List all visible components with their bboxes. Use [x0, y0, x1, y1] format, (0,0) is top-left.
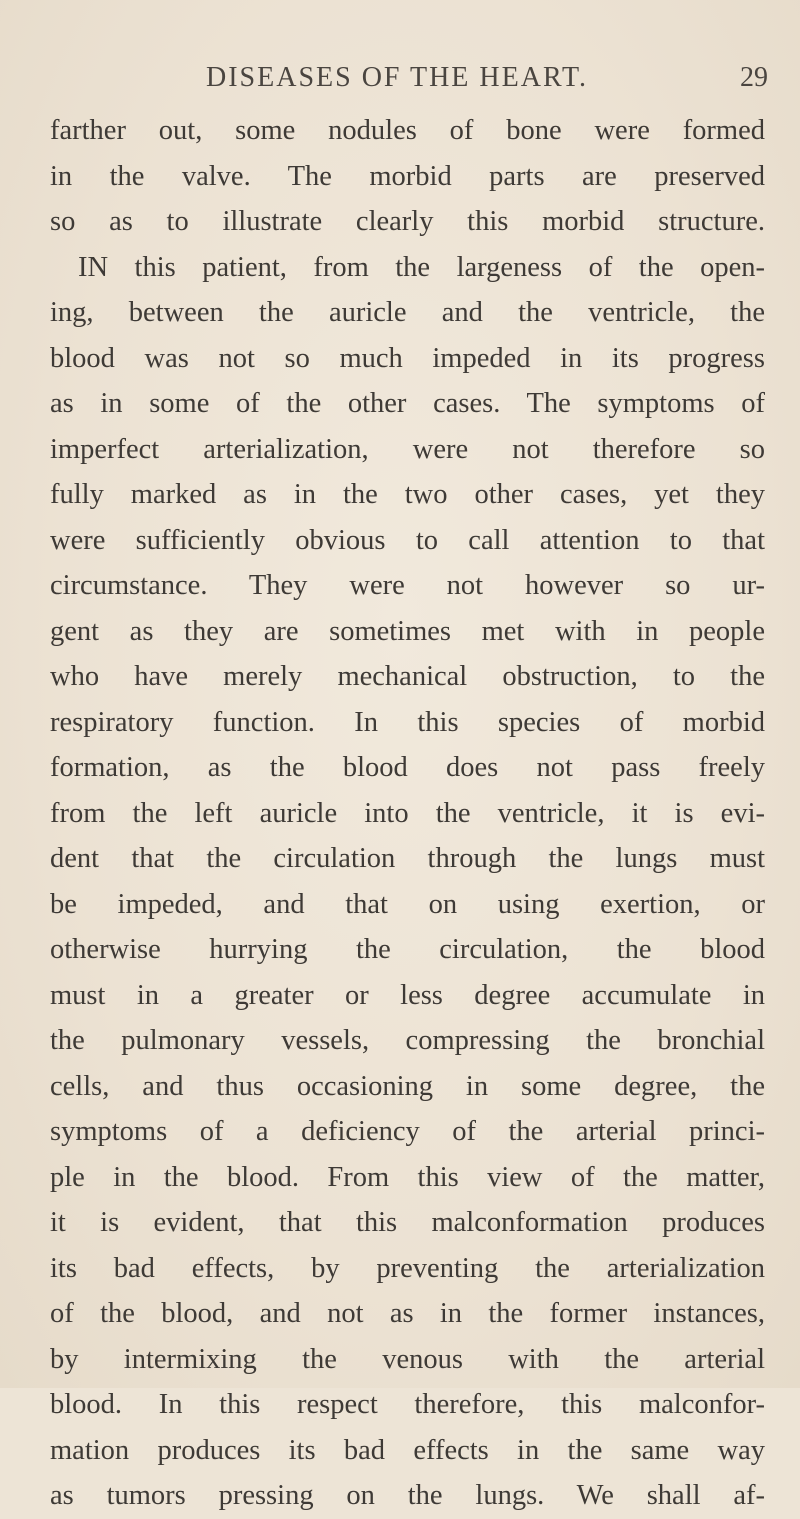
- text-line: by intermixing the venous with the arterial: [50, 1343, 765, 1375]
- text-line: blood was not so much impeded in its progress: [50, 342, 765, 374]
- page-header: [0, 62, 800, 102]
- text-line: of the blood, and not as in the former instances,: [50, 1298, 765, 1329]
- text-line: were sufficiently obvious to call attention to that: [50, 524, 765, 556]
- text-line: fully marked as in the two other cases, yet they: [50, 479, 765, 510]
- text-line: imperfect arterialization, were not therefore so: [50, 433, 765, 465]
- text-line: as in some of the other cases. The symptoms of: [50, 388, 765, 419]
- text-line: ple in the blood. From this view of the matter,: [50, 1161, 765, 1193]
- text-line: in the valve. The morbid parts are preserved: [50, 160, 765, 192]
- text-line: formation, as the blood does not pass freely: [50, 752, 765, 783]
- text-line: so as to illustrate clearly this morbid structure.: [50, 206, 765, 237]
- text-line: who have merely mechanical obstruction, to the: [50, 661, 765, 692]
- page-number: 29: [740, 62, 768, 93]
- text-line: the pulmonary vessels, compressing the bronchial: [50, 1025, 765, 1056]
- running-title: DISEASES OF THE HEART.: [206, 62, 588, 93]
- paragraph-start-line: IN this patient, from the largeness of the open-: [78, 251, 765, 283]
- text-line: it is evident, that this malconformation produces: [50, 1207, 765, 1238]
- text-line: mation produces its bad effects in the same way: [50, 1434, 765, 1466]
- text-line: be impeded, and that on using exertion, or: [50, 888, 765, 920]
- text-line: respiratory function. In this species of morbid: [50, 706, 765, 738]
- text-line: blood. In this respect therefore, this malconfor-: [50, 1389, 765, 1420]
- text-line: ing, between the auricle and the ventricle, the: [50, 297, 765, 328]
- text-line: farther out, some nodules of bone were formed: [50, 115, 765, 146]
- text-line: its bad effects, by preventing the arterialization: [50, 1252, 765, 1284]
- text-line: from the left auricle into the ventricle, it is evi-: [50, 797, 765, 829]
- text-line: must in a greater or less degree accumulate in: [50, 979, 765, 1011]
- text-line: symptoms of a deficiency of the arterial princi-: [50, 1116, 765, 1147]
- text-line: gent as they are sometimes met with in people: [50, 615, 765, 647]
- body-text: [50, 108, 765, 1519]
- text-line: dent that the circulation through the lungs must: [50, 843, 765, 874]
- text-line: circumstance. They were not however so ur-: [50, 570, 765, 601]
- text-line: otherwise hurrying the circulation, the blood: [50, 934, 765, 965]
- text-line: cells, and thus occasioning in some degree, the: [50, 1070, 765, 1102]
- text-line: as tumors pressing on the lungs. We shall af-: [50, 1480, 765, 1511]
